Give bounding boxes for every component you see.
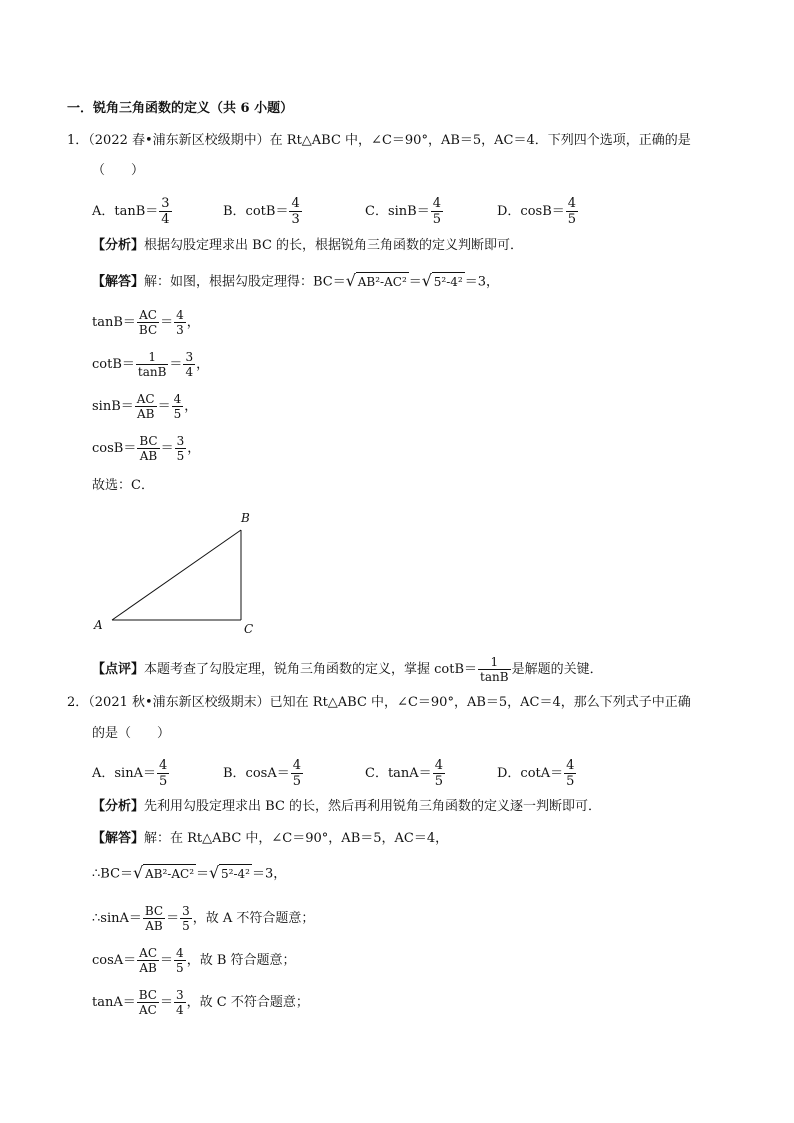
q1-sqrt-1-body: AB²-AC² [356,272,409,290]
q1-step-cot-d1: tanB [137,365,167,379]
q1-step-cos-lhs: cosB＝ [92,441,137,456]
q1-step-tan-d2: 3 [176,323,184,337]
q2-step-tan-lhs: tanA＝ [92,995,136,1010]
q1-step-sin-lhs: sinB＝ [92,399,134,414]
vertex-label-b: B [241,511,250,525]
q1-option-b [223,196,303,227]
q2-step-sin: ∴sinA＝ $\frac{BC}{AB}$ ＝ $\frac{3}{5}$ ，故 A 不符合题意； [92,904,315,933]
q1-comment [92,655,603,684]
q2-analysis-tag: 【分析】 [92,799,145,814]
q2-option-d-label: D．cotA＝ [497,766,564,781]
q2-step-cos-lhs: cosA＝ [92,953,137,968]
vertex-label-a: A [94,618,103,632]
q2-option-b [223,758,304,789]
q2-answer [92,830,448,848]
q1-step-tan-n1: AC [137,308,159,323]
q2-option-a [92,758,170,789]
q2-step-tan-n1: BC [138,988,157,1002]
q1-answer-result: ＝3， [464,274,500,290]
q2-step-tan: tanA＝ $\frac{BC}{AC}$ ＝ $\frac{3}{4}$ ，故 C 不符合题意； [92,988,309,1017]
q1-step-cot-n1: 1 [136,350,169,365]
q1-option-c-label: C．sinB＝ [365,204,430,219]
q1-step-sin-d1: AB [136,407,155,421]
q2-option-b-label: B．cosA＝ [223,766,290,781]
q1-option-b-num: 4 [291,196,300,211]
q2-option-c-den: 5 [434,774,443,789]
q2-option-c-label: C．tanA＝ [365,766,432,781]
q1-option-b-den: 3 [291,212,300,227]
q2-step-tan-n2: 3 [176,988,184,1002]
q2-step-sin-tail: ，故 A 不符合题意； [192,911,315,926]
q1-option-c-num: 4 [432,196,441,211]
q1-step-sin-tail: ， [184,399,198,414]
q1-stem-line2: （ ） [92,163,145,178]
q1-step-sin-n2: 4 [173,392,182,406]
q2-step-sin-n2: 3 [182,904,190,918]
q2-answer-tag: 【解答】 [92,831,145,846]
q1-step-sin: sinB＝ $\frac{AC}{AB}$ ＝ $\frac{4}{5}$ ， [92,392,198,421]
q2-option-c [365,758,446,789]
q1-step-cot-lhs: cotB＝ [92,357,135,372]
q1-step-sin-n1: AC [136,392,155,406]
q1-sqrt-1: √ AB²-AC² [345,271,407,290]
q1-choice: 故选：C． [92,478,154,493]
q1-option-d [497,196,579,227]
q2-sqrt-2-body: 5²-4² [219,864,252,882]
q2-step-cos-n1: AC [139,946,158,960]
q1-comment-tag: 【点评】 [92,662,145,677]
q1-step-cot-tail: ， [196,357,210,372]
q2-step-sin-n1: BC [144,904,164,918]
q1-answer-tag: 【解答】 [92,274,145,290]
q2-option-a-num: 4 [158,758,168,773]
q1-option-d-label: D．cosB＝ [497,204,565,219]
side-ab [112,530,241,620]
q1-comment-tail: 是解题的关键． [511,662,603,677]
q2-option-b-num: 4 [292,758,302,773]
q1-analysis-text: 根据勾股定理求出 BC 的长，根据锐角三角函数的定义判断即可． [144,238,524,253]
q1-stem-line1: 1．（2022 春•浦东新区校级期中）在 Rt△ABC 中，∠C＝90°，AB＝5，AC＝4．下列四个选项，正确的是 [67,133,691,148]
q1-step-tan-lhs: tanB＝ [92,315,136,330]
q1-step-cos-tail: ， [187,441,201,456]
q2-option-b-den: 5 [292,774,302,789]
q1-step-tan-tail: ， [186,315,200,330]
q2-step-cos-d1: AB [139,961,157,975]
q2-bc-lhs: ∴BC＝ [92,866,134,882]
q1-analysis-tag: 【分析】 [92,238,145,253]
q1-option-b-label: B．cotB＝ [223,204,289,219]
q2-step-tan-d1: AC [138,1003,157,1017]
q1-step-tan-n2: 4 [176,308,184,322]
q2-stem-line2: 的是（ ） [92,726,171,741]
q2-sqrt-2: √ 5²-4² [209,863,250,882]
q1-step-cos-d1: AB [139,449,158,463]
q2-stem-line1: 2．（2021 秋•浦东新区校级期末）已知在 Rt△ABC 中，∠C＝90°，AB＝5，AC＝4，那么下列式子中正确 [67,695,691,710]
q1-comment-num: 1 [478,655,511,670]
q1-sqrt-2: √ 5²-4² [421,271,463,290]
q1-step-tan-d1: BC [138,323,158,337]
q1-step-sin-d2: 5 [173,407,182,421]
q1-step-cos-n1: BC [139,434,158,448]
q2-step-tan-tail: ，故 C 不符合题意； [186,995,309,1010]
q1-option-a [92,196,173,227]
q2-sqrt-1-body: AB²-AC² [143,864,196,882]
q1-step-cot: cotB＝ $\frac{1}{\tan B}$ ＝ $\frac{3}{4}$ ， [92,350,210,379]
q2-step-sin-lhs: ∴sinA＝ [92,911,142,926]
q2-option-a-label: A．sinA＝ [92,766,156,781]
q1-step-cos: cosB＝ $\frac{BC}{AB}$ ＝ $\frac{3}{5}$ ， [92,434,201,463]
q2-option-a-den: 5 [158,774,168,789]
q1-step-cot-n2: 3 [185,350,194,364]
q2-answer-text: 解：在 Rt△ABC 中，∠C＝90°，AB＝5，AC＝4， [144,831,449,846]
q1-option-c [365,196,444,227]
q1-option-d-num: 4 [567,196,577,211]
section-title: 一．锐角三角函数的定义（共 6 小题） [67,101,294,116]
q1-option-a-label: A．tanB＝ [92,204,159,219]
q1-option-a-num: 3 [161,196,170,211]
q1-answer-line: 【解答】解：如图，根据勾股定理得：BC＝ √ AB²-AC² ＝ √ 5²-4² ＝3， [92,271,500,290]
q2-step-cos-n2: 4 [176,946,184,960]
triangle-figure [88,505,268,640]
q1-comment-den: tanB [480,670,509,684]
q2-option-d [497,758,577,789]
q2-bc-result: ＝3， [252,866,287,882]
vertex-label-c: C [244,622,254,636]
q2-step-sin-d1: AB [145,919,163,933]
q2-option-d-den: 5 [566,774,575,789]
q2-analysis [92,798,601,816]
q2-step-sin-d2: 5 [182,919,190,933]
q2-option-d-num: 4 [566,758,575,773]
q1-step-cos-n2: 3 [176,434,185,448]
q1-answer-intro: 解：如图，根据勾股定理得：BC＝ [144,274,346,290]
q2-bc-line: ∴BC＝ √ AB²-AC² ＝ √ 5²-4² ＝3， [92,863,287,882]
q1-option-c-den: 5 [432,212,441,227]
q2-step-tan-d2: 4 [176,1003,184,1017]
q2-sqrt-1: √ AB²-AC² [133,863,195,882]
q2-step-cos-d2: 5 [176,961,184,975]
q1-analysis [92,237,523,255]
q1-step-cot-d2: 4 [185,365,194,379]
q1-step-tan: tanB＝ $\frac{AC}{BC}$ ＝ $\frac{4}{3}$ ， [92,308,200,337]
q1-sqrt-2-body: 5²-4² [432,272,465,290]
q1-comment-text: 本题考查了勾股定理，锐角三角函数的定义，掌握 cotB＝ [144,662,478,677]
q2-option-c-num: 4 [434,758,443,773]
q2-step-cos-tail: ，故 B 符合题意； [186,953,296,968]
q1-step-cos-d2: 5 [176,449,185,463]
q2-analysis-text: 先利用勾股定理求出 BC 的长，然后再利用锐角三角函数的定义逐一判断即可． [144,799,602,814]
q2-step-cos: cosA＝ $\frac{AC}{AB}$ ＝ $\frac{4}{5}$ ，故 B 符合题意； [92,946,296,975]
q1-option-a-den: 4 [161,212,170,227]
q1-option-d-den: 5 [567,212,577,227]
